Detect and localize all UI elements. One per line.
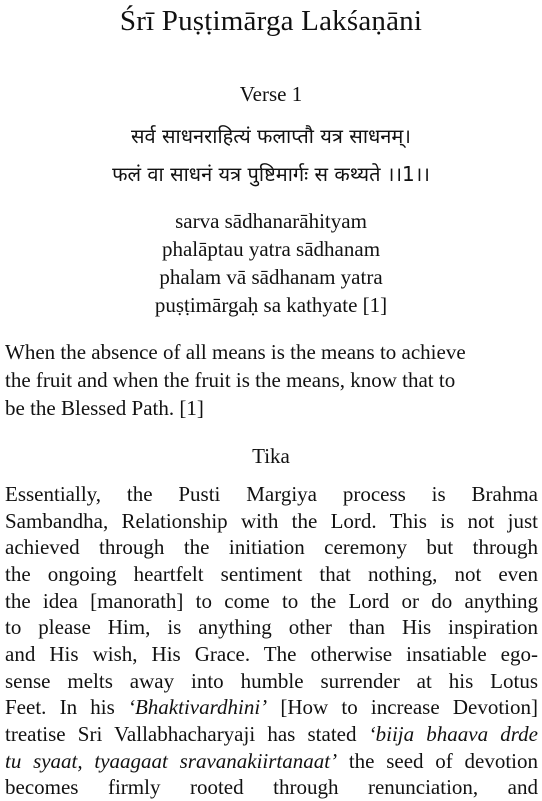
transliteration-line-4: puṣṭimārgaḥ sa kathyate [1] — [154, 293, 388, 317]
devanagari-line-1: सर्व साधनराहित्यं फलाप्तौ यत्र साधनम्। — [131, 124, 411, 148]
tika-line-3: achieved through the initiation ceremony but through — [5, 535, 538, 559]
tika-line-10-start: treatise Sri Vallabhacharyaji has stated — [5, 722, 369, 746]
tika-line-8: sense melts away into humble surrender at his Lotus — [5, 669, 538, 693]
transliteration-line-2: phalāptau yatra sādhanam — [161, 237, 381, 261]
sanskrit-quote-part-1: ‘biija bhaava drde — [368, 722, 538, 746]
tika-line-2: Sambandha, Relationship with the Lord. This is not just — [5, 509, 538, 533]
tika-line-9-start: Feet. In his — [5, 695, 128, 719]
transliteration-line-1: sarva sādhanarāhityam — [175, 209, 367, 233]
translation-line-3: be the Blessed Path. [1] — [5, 396, 204, 420]
bhaktivardhini-title: ‘Bhaktivardhini’ — [127, 695, 268, 719]
tika-line-10 — [5, 721, 538, 748]
tika-line-6: to please Him, is anything other than His inspiration — [5, 615, 538, 639]
tika-line-12: becomes firmly rooted through renunciation, and — [5, 775, 538, 799]
verse-heading: Verse 1 — [239, 82, 303, 106]
translation-line-1: When the absence of all means is the means to achieve — [5, 340, 466, 364]
devanagari-line-2: फलं वा साधनं यत्र पुष्टिमार्गः स कथ्यते ।।1।। — [112, 162, 430, 186]
tika-heading: Tika — [252, 444, 290, 468]
tika-line-11 — [5, 748, 538, 775]
translation-line-2: the fruit and when the fruit is the means, know that to — [5, 368, 456, 392]
tika-line-7: and His wish, His Grace. The otherwise insatiable ego- — [5, 642, 538, 666]
tika-line-1: Essentially, the Pusti Margiya process is Brahma — [5, 482, 538, 506]
tika-line-9 — [5, 694, 538, 721]
tika-line-5: the idea [manorath] to come to the Lord or do anything — [5, 589, 538, 613]
page-title: Śrī Puṣṭimārga Lakśaṇāni — [119, 5, 423, 37]
sanskrit-quote-part-2: tu syaat, tyaagaat sravanakiirtanaat’ — [5, 749, 338, 773]
transliteration-line-3: phalam vā sādhanam yatra — [159, 265, 383, 289]
tika-line-4: the ongoing heartfelt sentiment that nothing, not even — [5, 562, 538, 586]
tika-line-11-end: the seed of devotion — [337, 749, 538, 773]
tika-line-9-end: [How to increase Devotion] — [267, 695, 538, 719]
